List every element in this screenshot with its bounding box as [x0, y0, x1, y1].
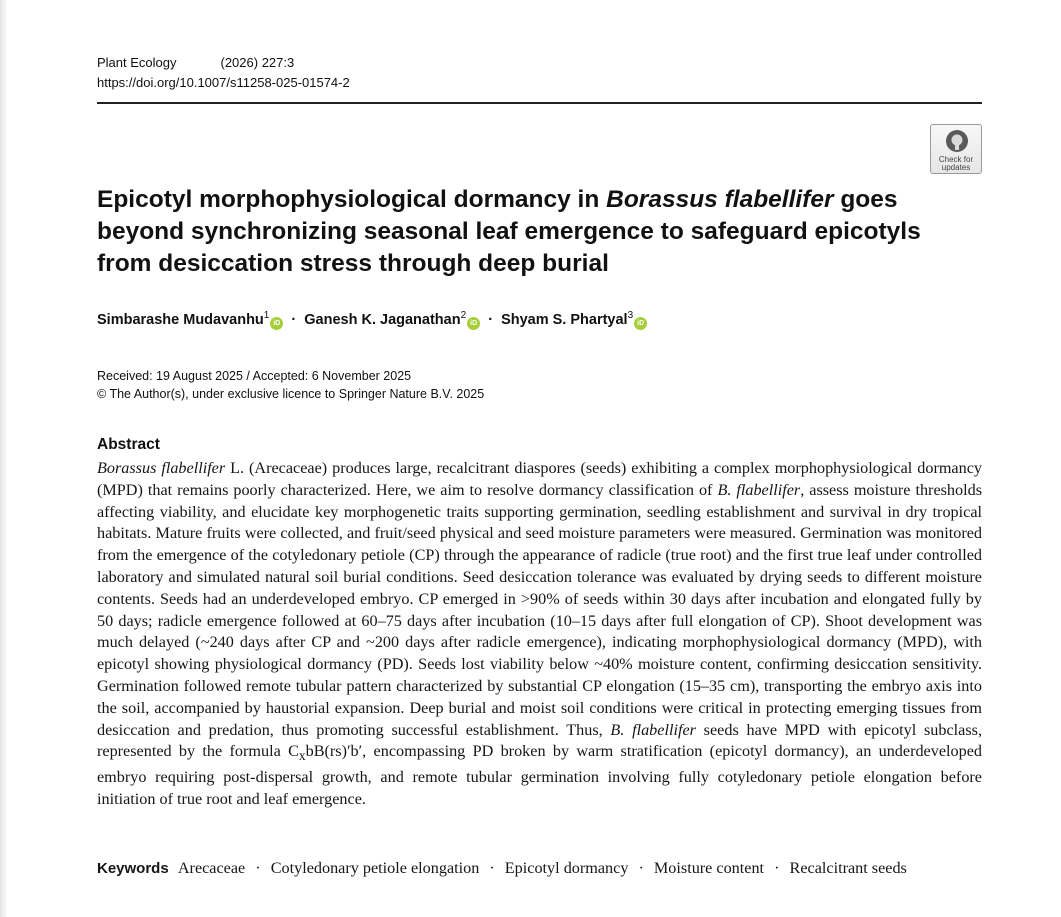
orcid-icon[interactable]: iD	[467, 317, 480, 330]
received-accepted: Received: 19 August 2025 / Accepted: 6 November 2025	[97, 369, 412, 383]
orcid-icon[interactable]: iD	[270, 317, 283, 330]
doi-link[interactable]: https://doi.org/10.1007/s11258-025-01574-2	[97, 75, 350, 90]
author-separator: ·	[488, 311, 494, 328]
keyword-item: Cotyledonary petiole elongation	[270, 859, 480, 877]
page-edge-shadow	[0, 0, 8, 917]
badge-line-2: updates	[941, 163, 971, 172]
author-separator: ·	[291, 311, 297, 328]
copyright-notice: © The Author(s), under exclusive licence to Springer Nature B.V. 2025	[97, 387, 485, 401]
author-3[interactable]: Shyam S. Phartyal$^3$iD	[501, 312, 647, 328]
author-2[interactable]: Ganesh K. Jaganathan$^2$iD	[304, 312, 480, 328]
keyword-item: Epicotyl dormancy	[504, 859, 629, 877]
keyword-item: Moisture content	[653, 859, 765, 877]
journal-name: Plant Ecology	[97, 55, 177, 70]
keywords: Keywords Arecaceae · Cotyledonary petiole elongation · Epicotyl dormancy · Moisture content · Recalcitrant seeds	[97, 859, 907, 877]
keyword-item: Arecaceae	[177, 859, 246, 877]
check-for-updates-icon	[945, 129, 969, 153]
journal-volume: (2026) 227:3	[220, 55, 295, 70]
abstract-body: Borassus flabellifer L. (Arecaceae) produces large, recalcitrant diaspores (seeds) exhibiting a complex morphophysiological dormancy (MPD) that remains poorly characterized. Here, we aim to resolve dormancy classification of B. flabellifer, assess moisture thresholds affecting viability, and elucidate key morphogenetic traits supporting germination, seedling establishment and survival in dry tropical habitats. Mature fruits were collected, and fruit/seed physical and seed moisture parameters were measured. Germination was monitored from the emergence of the cotyledonary petiole (CP) through the appearance of radicle (true root) and the first true leaf under controlled laboratory and simulated natural soil burial conditions. Seed desiccation tolerance was evaluated by drying seeds to different moisture contents. Seeds had an underdeveloped embryo. CP emerged in >90% of seeds within 30 days after incubation and elongated fully by 50 days; radicle emergence followed at 60–75 days after incubation (10–15 days after full elongation of CP). Shoot development was much delayed (~240 days after CP and ~200 days after radicle emergence), indicating morphophysiological dormancy (MPD), with epicotyl showing physiological dormancy (PD). Seeds lost viability below ~40% moisture content, confirming desiccation sensitivity. Germination followed remote tubular pattern characterized by substantial CP elongation (15–35 cm), transporting the embryo axis into the soil, accompanied by haustorial expansion. Deep burial and moist soil conditions were critical in protecting emerging tissues from desiccation and predation, thus promoting successful establishment. Thus, B. flabellifer seeds have MPD with epicotyl subclass, represented by the formula $C_xbB(rs)'b'$, encompassing PD broken by warm stratification (epicotyl dormancy), an underdeveloped embryo requiring post-dispersal growth, and remote tubular germination involving fully cotyledonary petiole elongation before initiation of true root and leaf emergence.	[97, 459, 983, 809]
check-for-updates-badge[interactable]	[930, 124, 982, 174]
abstract-heading: Abstract	[97, 436, 160, 453]
publication-dates	[97, 367, 484, 403]
orcid-icon[interactable]: iD	[634, 317, 647, 330]
keywords-label: Keywords	[97, 860, 169, 877]
header-rule	[97, 102, 982, 104]
paper-page	[97, 0, 982, 917]
author-list	[97, 310, 647, 330]
author-1[interactable]: Simbarashe Mudavanhu$^1$iD	[97, 312, 283, 328]
journal-citation	[97, 55, 294, 70]
paper-title: Epicotyl morphophysiological dormancy in Borassus flabellifer goes beyond synchronizing seasonal leaf emergence to safeguard epicotyls from desiccation stress through deep burial	[97, 186, 921, 277]
title-species: Borassus flabellifer	[606, 186, 834, 213]
keyword-item: Recalcitrant seeds	[789, 859, 907, 877]
badge-line-1: Check for	[938, 155, 974, 164]
